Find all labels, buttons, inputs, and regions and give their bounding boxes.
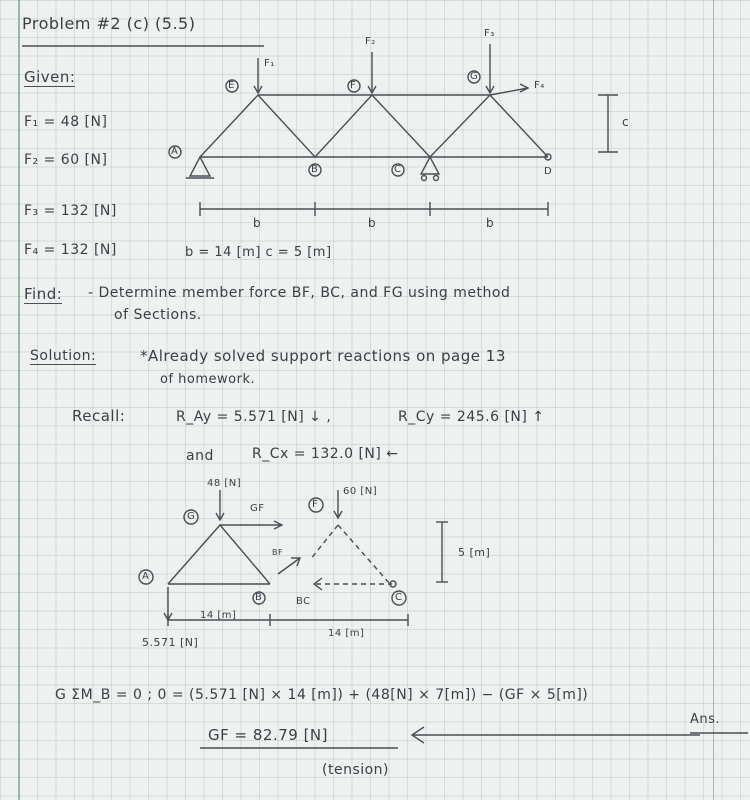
section-dist-1: 14 [m] [200, 610, 237, 621]
section-node-g: G [187, 511, 196, 522]
force-label-f2: F₂ [365, 36, 376, 47]
given-f4: F₄ = 132 [N] [24, 242, 117, 258]
section-force-48: 48 [N] [207, 478, 242, 489]
solution-label: Solution: [30, 348, 97, 364]
truss-node-e: E [228, 80, 235, 91]
recall-and: and [186, 448, 214, 464]
section-reaction-label: 5.571 [N] [142, 636, 199, 649]
dimension-c-label: c [622, 115, 630, 129]
truss-node-b: B [311, 164, 319, 175]
given-dims: b = 14 [m] c = 5 [m] [185, 245, 332, 260]
solution-line-2: of homework. [160, 372, 256, 387]
find-line-1: - Determine member force BF, BC, and FG using method [88, 285, 511, 301]
problem-title: Problem #2 (c) (5.5) [22, 14, 196, 33]
dimension-b-label-1: b [253, 216, 262, 230]
result-note: (tension) [322, 762, 390, 778]
answer-label: Ans. [690, 712, 721, 727]
force-label-f1: F₁ [264, 58, 275, 69]
recall-label: Recall: [72, 407, 126, 425]
member-bf-label: BF [272, 548, 284, 557]
force-label-f4: F₄ [534, 80, 545, 91]
section-force-60: 60 [N] [343, 486, 378, 497]
section-node-b: B [255, 592, 263, 603]
section-node-a: A [142, 571, 150, 582]
force-label-f3: F₃ [484, 28, 495, 39]
given-f3: F₃ = 132 [N] [24, 203, 117, 219]
truss-node-g: G [470, 71, 479, 82]
truss-node-a: A [171, 146, 179, 157]
given-label: Given: [24, 68, 76, 86]
section-node-c: C [395, 592, 403, 603]
truss-node-c: C [394, 164, 402, 175]
member-bc-label: BC [296, 596, 311, 607]
result-gf: GF = 82.79 [N] [208, 726, 328, 744]
given-f1: F₁ = 48 [N] [24, 114, 108, 130]
truss-node-f: F [350, 80, 357, 91]
dimension-b-label-3: b [486, 216, 495, 230]
truss-node-d: D [544, 166, 553, 177]
recall-rcx: R_Cx = 132.0 [N] ← [252, 446, 399, 462]
given-f2: F₂ = 60 [N] [24, 152, 108, 168]
section-node-f: F [312, 499, 319, 510]
section-height-label: 5 [m] [458, 546, 491, 559]
recall-rcy: R_Cy = 245.6 [N] ↑ [398, 409, 545, 425]
recall-ray: R_Ay = 5.571 [N] ↓ , [176, 409, 332, 425]
solution-line-1: *Already solved support reactions on page 13 [140, 347, 506, 365]
find-line-2: of Sections. [114, 307, 202, 323]
member-gf-label: GF [250, 503, 265, 514]
section-dist-2: 14 [m] [328, 628, 365, 639]
dimension-b-label-2: b [368, 216, 377, 230]
moment-equation: G ΣM_B = 0 ; 0 = (5.571 [N] × 14 [m]) + (48[N] × 7[m]) − (GF × 5[m]) [55, 687, 589, 703]
find-label: Find: [24, 285, 63, 303]
